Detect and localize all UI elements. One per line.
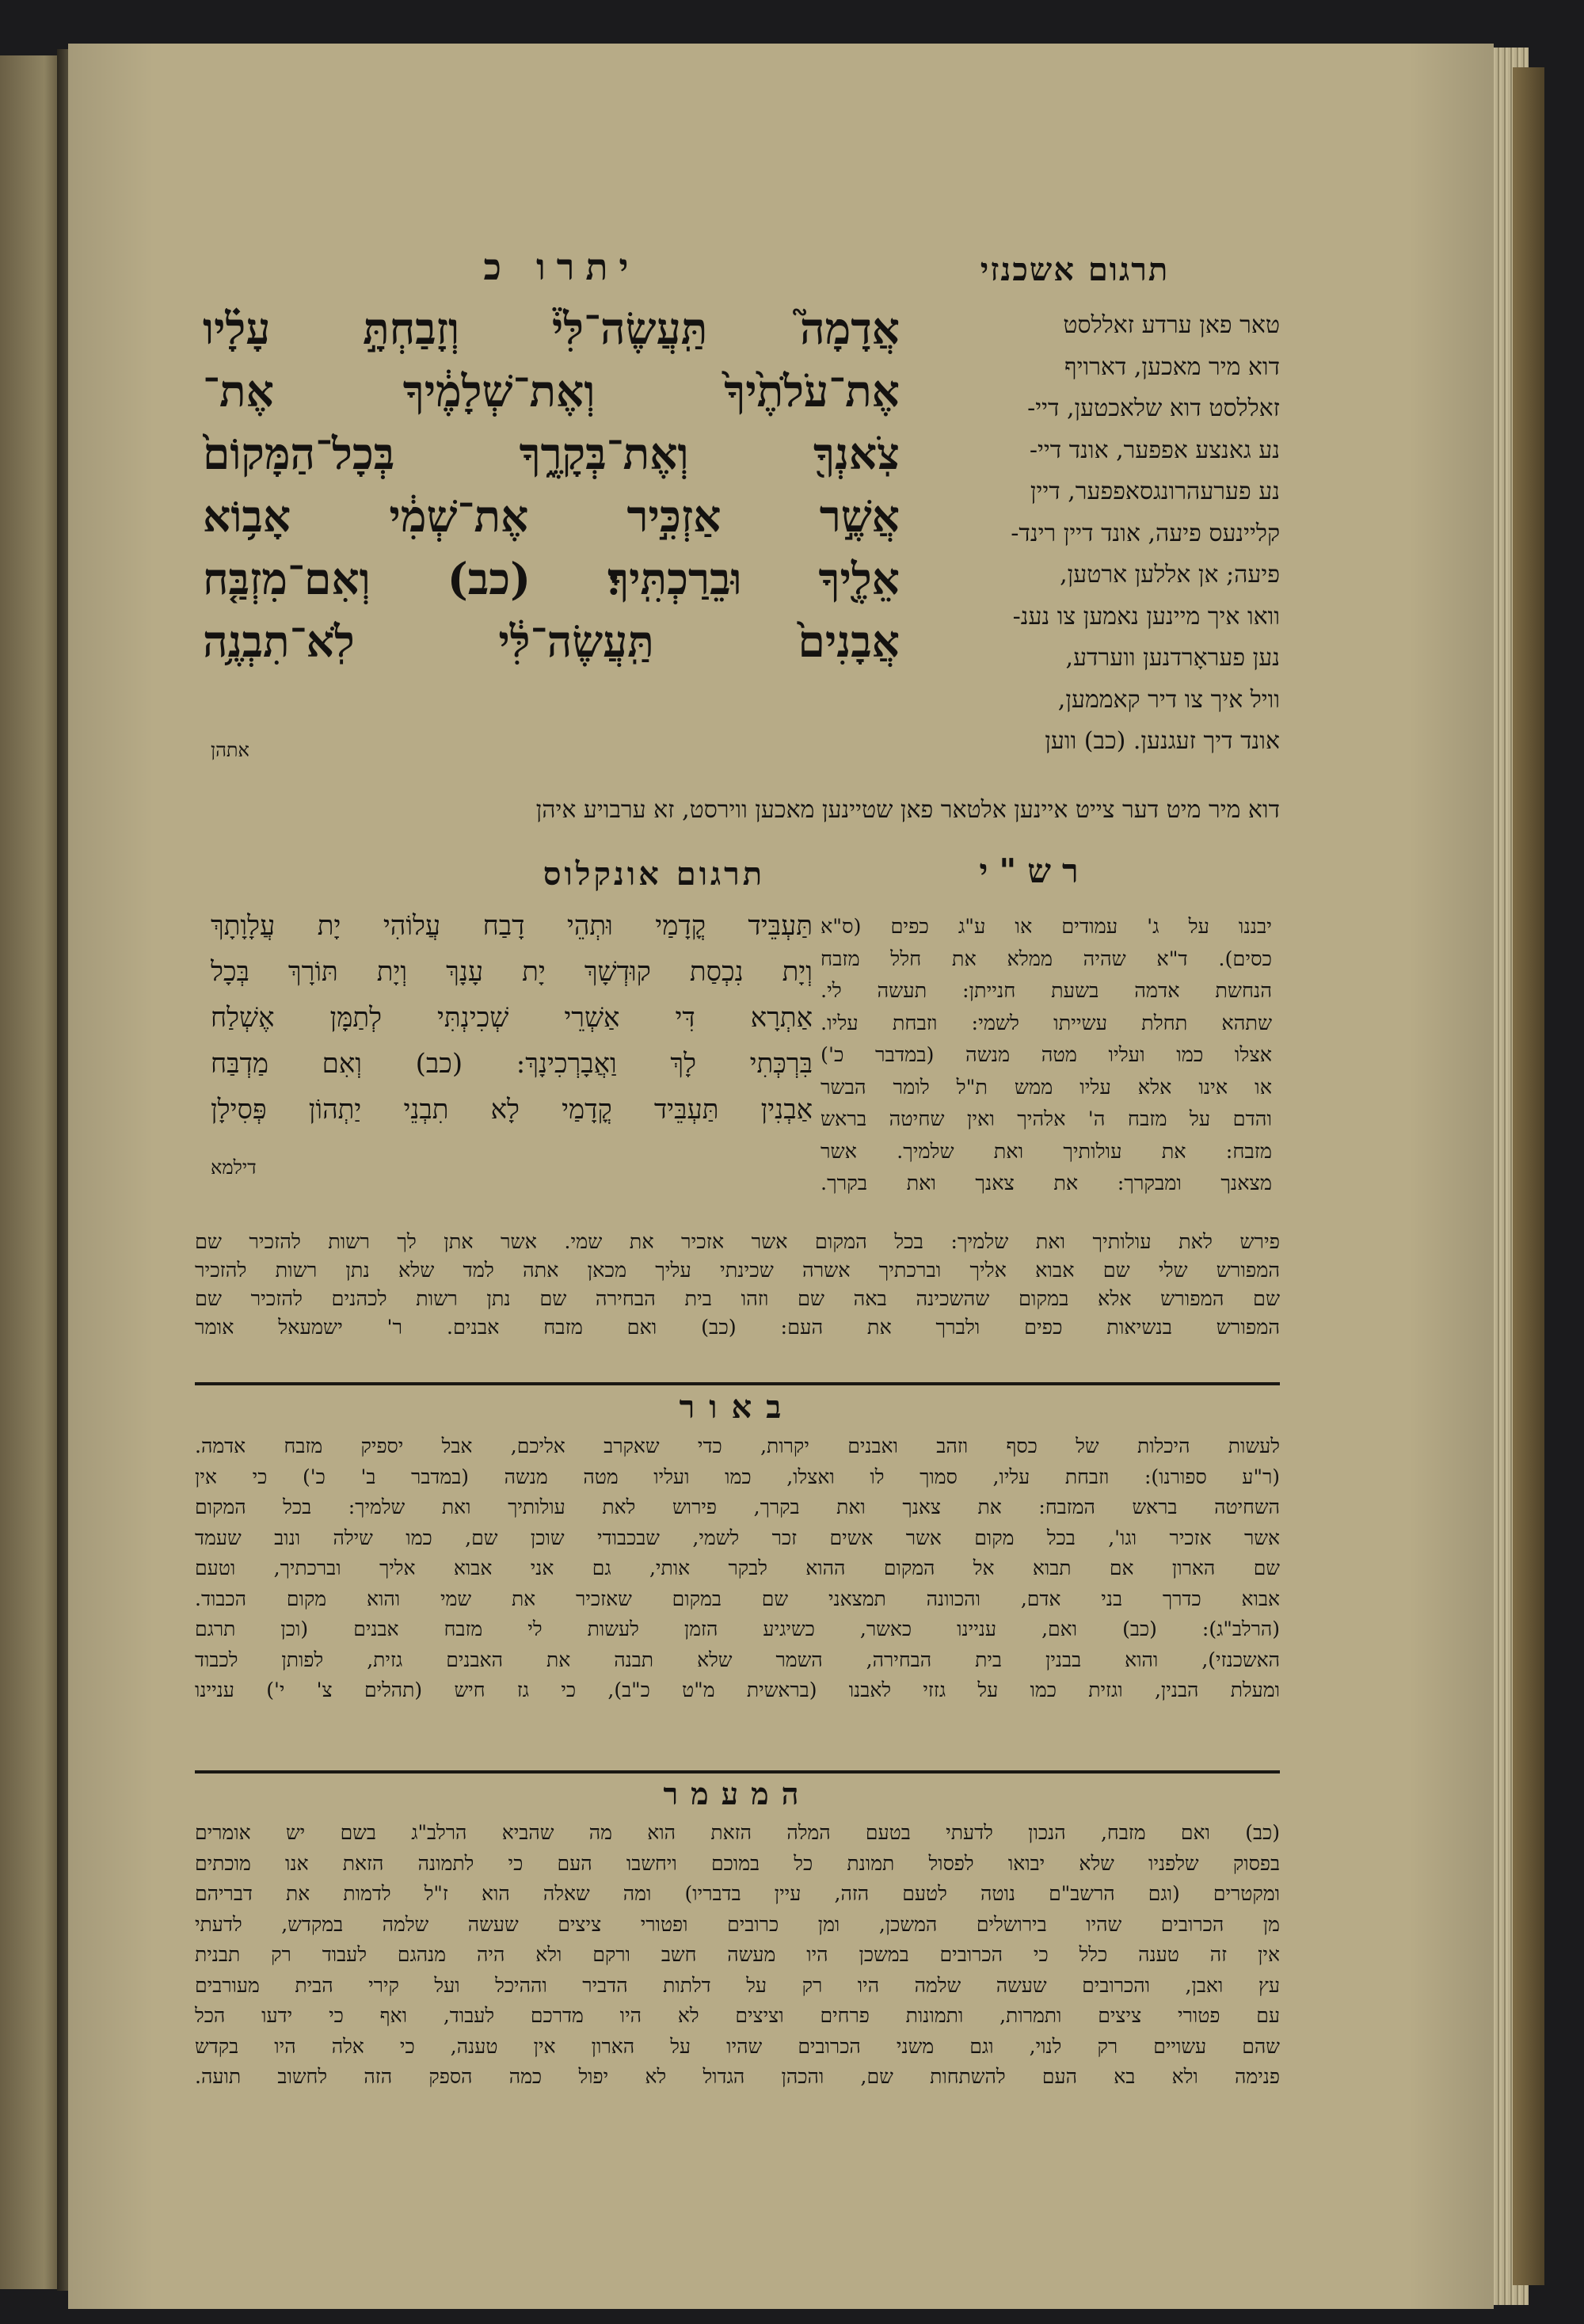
yiddish-translation-column	[908, 305, 1280, 763]
torah-line: צֹֽאנְךָ֖ וְאֶת־בְּקָרֶ֑ךָ בְּכָל־הַמָּקוֹם֙	[203, 428, 900, 479]
meamer-line: עץ ואבן, והכרובים שעשה שלמה היו רק על דלתות הדביר וההיכל ועל קירי הבית מעורבים	[195, 1973, 1280, 1997]
biur-line: (הרלב"ג): (כב) ואם, עניינו כאשר, כשיגיע הזמן לעשות לי מזבח אבנים (וכן תרגם	[195, 1617, 1280, 1640]
biur-line: שם הארון אם תבוא אל המקום ההוא לבקר אותי, גם אני אבוא אליך וברכתיך, וטעם	[195, 1556, 1280, 1579]
onkelos-line: וְיָת נִכְסַת קוּדְשָׁךְ יָת עָנָךְ וְיָת תּוֹרָךְ בְּכָל	[211, 956, 813, 988]
onkelos-line: אַתְרָא דִּי אַשְׁרֵי שְׁכִינְתִּי לְתַמָּן אֶשְׁלַח	[211, 1002, 813, 1034]
meamer-line: ומקטרים (וגם הרשב"ם נוטה לטעם הזה, עיין בדבריו) ומה שאלה הוא ז"ל לדמות את דבריהם	[195, 1882, 1280, 1905]
biur-line: לעשות היכלות של כסף וזהב ואבנים יקרות, כדי שאקרב אליכם, אבל יספיק מזבח אדמה.	[195, 1434, 1280, 1457]
yiddish-line: טאר פאן ערדע זאללסט	[1063, 311, 1280, 339]
rashi-line: או אינו אלא עליו ממש ת"ל לומר הבשר	[821, 1075, 1272, 1099]
torah-catchword: אתהן	[211, 739, 249, 761]
biur-line: אשר אזכיר וגו', בכל מקום אשר אשים זכר לשמי, שבכבודי שוכן שם, כמו שילה ונוב שעמד	[195, 1526, 1280, 1549]
onkelos-line: בִּרְכְּתִי לָךְ וַאֲבָרְכִינָךְ: (כב) וְאִם מַדְבַּח	[211, 1048, 813, 1080]
biur-line: השחיטה בראש המזבח: את צאנך ואת בקרך, פירוש לאת עולותיך ואת שלמיך: בכל המקום	[195, 1495, 1280, 1518]
biur-commentary	[195, 1431, 1280, 1706]
meamer-line: (כב) ואם מזבח, הנכון לדעתי בטעם המלה הזאת הוא מה שהביא הרלב"ג בשם יש אומרים	[195, 1821, 1280, 1844]
yiddish-line: קליינעס פיעה, אונד דיין רינד-	[1011, 519, 1280, 547]
facing-page-edge	[0, 55, 63, 2289]
rashi-header: רש"י	[979, 851, 1090, 890]
yiddish-line: נע גאנצע אפפער, אונד דיי-	[1029, 436, 1280, 464]
meamer-line: עם פטורי ציצים ותמרות, ותמונות פרחים וציצים לא היו מדרכם לעבוד, ואף כי ידעו הכל	[195, 2004, 1280, 2027]
biur-line: האשכנזי), והוא בבנין בית הבחירה, השמר שלא תבנה את האבנים גזית, לפותן לכבוד	[195, 1648, 1280, 1671]
onkelos-column	[211, 903, 813, 1133]
torah-text-column	[203, 297, 900, 672]
meamer-line: אין זה טענה כלל כי הכרובים במשכן היו מעשה חשב ורקם ולא היה מנהגם לעבוד רק תבנית	[195, 1943, 1280, 1966]
rashi-full-width	[195, 1228, 1280, 1342]
rashi-line: הנחשת אדמה בשעת חנייתן: תעשה לי.	[821, 979, 1272, 1003]
meamer-line: שהם עשויים רק לנוי, וגם משני הכרובים שהיו על הארון אין טענה, כי אלה היו בקדש	[195, 2034, 1280, 2058]
meamer-line: פנימה ולא בא העם להשתחות שם, והכהן הגדול לא יפול כמה הספק הזה לחשוב תועה.	[195, 2065, 1280, 2088]
rashi-full-line: המפורש בנשיאות כפים ולברך את העם: (כב) ואם מזבח אבנים. ר' ישמעאל אומר	[195, 1316, 1280, 1339]
biur-line: ומעלת הבנין, וגזית כמו על גזזי לאבנו (בראשית מ"ט כ"ב), כי גז חיש (תהלים צ' י') עניינו	[195, 1678, 1280, 1701]
torah-line: אֲשֶׁ֣ר אַזְכִּ֣יר אֶת־שְׁמִ֔י אָב֥וֹא	[203, 490, 900, 542]
torah-line: אֵלֶ֖יךָ וּבֵרַכְתִּֽיךָ׃ (כב) וְאִם־מִזְבַּ֤ח	[203, 553, 900, 604]
yiddish-line: דוא מיר מאכען, דארויף	[1064, 352, 1280, 381]
yiddish-line: וויל איך צו דיר קאממען,	[1057, 685, 1280, 714]
torah-line: אֶת־עֹלֹתֶ֙יךָ֙ וְאֶת־שְׁלָמֶ֔יךָ אֶת־	[203, 365, 900, 417]
yiddish-line: אונד דיך זעגנען. (כב) ווען	[1045, 727, 1280, 755]
rashi-full-line: המפורש שלי שם אבוא אליך וברכתיך אשרה שכינתי עליך מכאן אתה למד שלא נתן רשות להזכיר	[195, 1259, 1280, 1282]
onkelos-line: תַּעְבֵּיד קֳדָמַי וּתְהֵי דָבַח עֲלוֹהִי יָת עֲלָוָתָךְ	[211, 910, 813, 942]
rashi-line: כסים). ד"א שהיה ממלא את חלל מזבח	[821, 947, 1272, 971]
yiddish-line: נען פעראָרדנען ווערדע,	[1065, 644, 1280, 672]
rashi-line: והדם על מזבח ה' אלהיך ואין שחיטה בראש	[821, 1107, 1272, 1131]
rashi-column	[821, 911, 1272, 1200]
rashi-line: מצאנך ומבקרך: את צאנך ואת בקרך.	[821, 1172, 1272, 1195]
torah-line: אֲדָמָה֮ תַּֽעֲשֶׂה־לִּי֒ וְזָבַחְתָּ֣ עָלָ֗יו	[203, 303, 900, 354]
book-cover-edge	[1513, 67, 1544, 2285]
parsha-chapter-header: יתרו כ	[483, 246, 640, 288]
onkelos-line: אַבְנִין תַּעְבֵּיד קֳדָמַי לָא תִבְנֵי יַתְהוֹן פְּסִילָן	[211, 1094, 813, 1126]
onkelos-catchword: דילמא	[211, 1156, 257, 1179]
yiddish-line: זאללסט דוא שלאכטען, דיי-	[1027, 394, 1280, 422]
rashi-full-line: שם המפורש אלא במקום שהשכינה באה שם וזהו בית הבחירה שם נתן רשות לכהנים להזכיר שם	[195, 1287, 1280, 1311]
rashi-line: שתהא תחלת עשייתו לשמי: וזבחת עליו.	[821, 1011, 1272, 1035]
biur-line: אבוא כדרך בני אדם, והכוונה תמצאני שם במקום שאזכיר את שמי והוא מקום הכבוד.	[195, 1587, 1280, 1610]
book-page	[68, 44, 1494, 2309]
rashi-line: יבננו על ג' עמודים או ע"ג כפים (ס"א	[821, 915, 1272, 939]
onkelos-header: תרגום אונקלוס	[543, 855, 766, 893]
rashi-line: אצלו כמו ועליו מטה מנשה (במדבר כ')	[821, 1043, 1272, 1067]
yiddish-line: נע פערעהרונגסאפפער, דיין	[1030, 478, 1280, 505]
yiddish-line: פיעה; אן אללען ארטען,	[1060, 561, 1280, 589]
rashi-full-line: פירש לאת עולותיך ואת שלמיך: בכל המקום אשר אזכיר את שמי. אשר אתן לך רשות להזכיר שם	[195, 1230, 1280, 1254]
hameamer-header: המעמר	[663, 1776, 812, 1812]
torah-line: אֲבָנִים֙ תַּֽעֲשֶׂה־לִּ֔י לֹֽא־תִבְנֶ֥ה	[203, 615, 900, 667]
biur-line: (ר"ע ספורנו): וזבחת עליו, סמוך לו ואצלו, כמו ועליו מטה מנשה (במדבר ב' כ') כי אין	[195, 1465, 1280, 1488]
section-divider	[195, 1382, 1280, 1385]
targum-ashkenazi-header: תרגום אשכנזי	[980, 251, 1170, 288]
yiddish-line: וואו איך מיינען נאמען צו נענ-	[1012, 602, 1280, 631]
biur-header: באור	[679, 1389, 796, 1426]
rashi-line: מזבח: את עולותיך ואת שלמיך. אשר	[821, 1139, 1272, 1164]
section-divider	[195, 1770, 1280, 1773]
meamer-line: מן הכרובים שהיו בירושלים המשכן, ומן כרובים ופטורי ציצים שעשה שלמה במקדש, לדעתי	[195, 1912, 1280, 1936]
yiddish-continuation-line: דוא מיר מיט דער צייט איינען אלטאר פאן שטיינען מאכען ווירסט, זא ערבויע איהן	[535, 796, 1280, 824]
meamer-line: בפסוק שלפניו שלא יבואו לפסול תמונת כל במוכם ויחשבו העם כי לתמונה הזאת אנו מוכתים	[195, 1851, 1280, 1875]
hameamer-commentary	[195, 1818, 1280, 2093]
